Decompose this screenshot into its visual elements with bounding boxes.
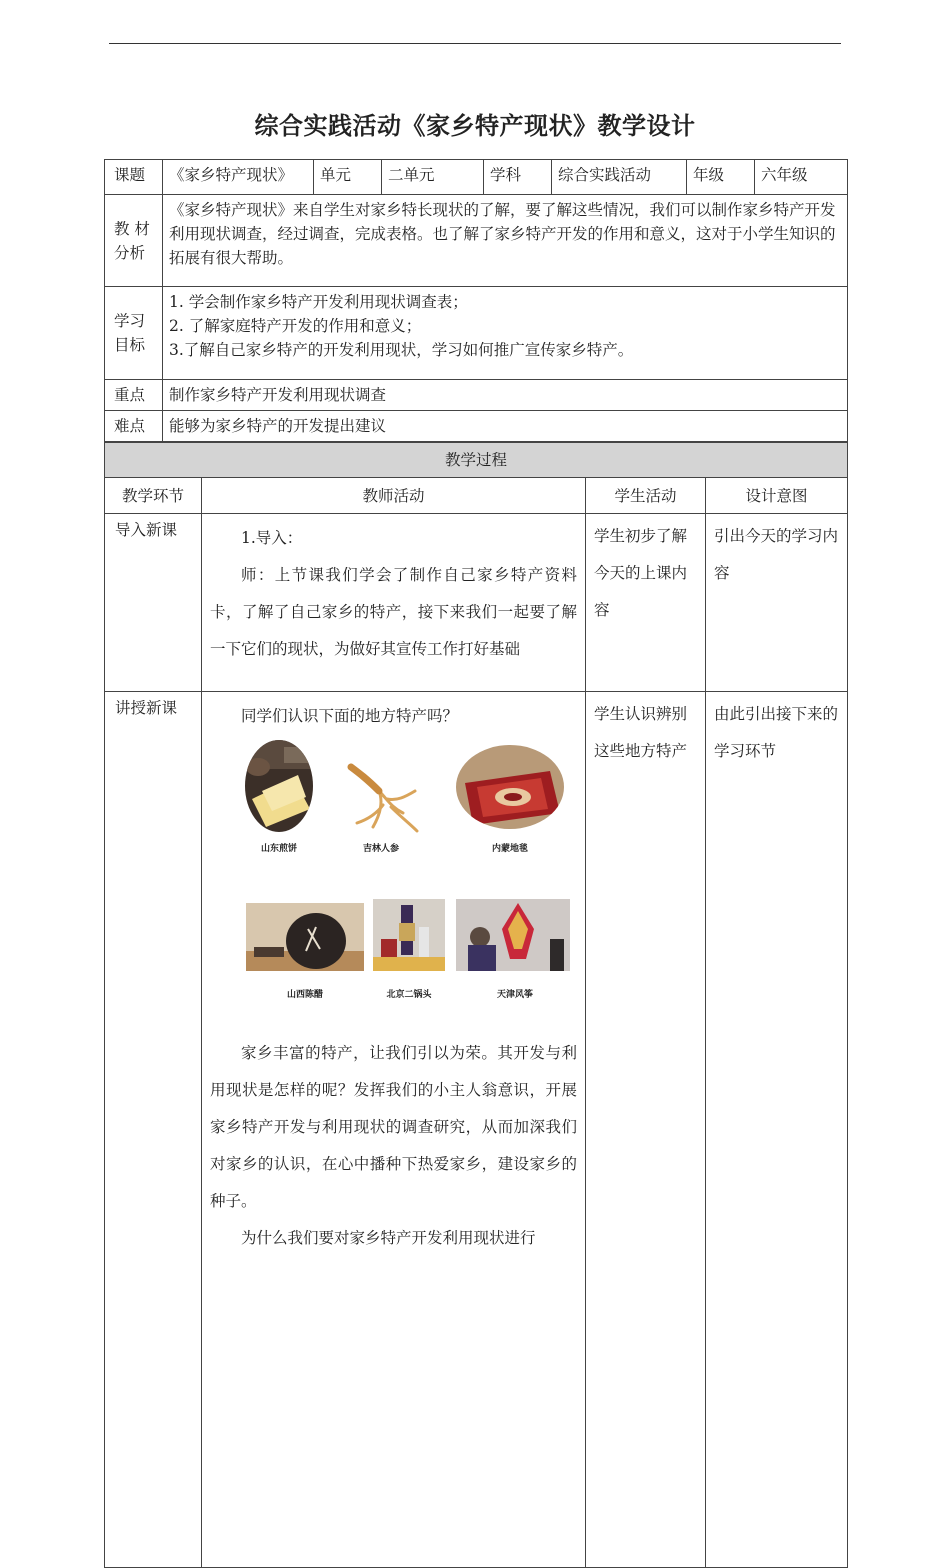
- objective-item: 3.了解自己家乡特产的开发利用现状，学习如何推广宣传家乡特产。: [169, 341, 634, 359]
- image-caption: 山东煎饼: [260, 844, 297, 854]
- image-caption: 吉林人参: [362, 844, 399, 854]
- stage-new-lesson: 讲授新课: [105, 692, 202, 1568]
- teacher-activity-new-lesson: [202, 692, 586, 1568]
- carpet-photo: [455, 743, 565, 831]
- topic-value: 《家乡特产现状》: [163, 160, 314, 195]
- subject-value: 综合实践活动: [552, 160, 687, 195]
- vinegar-photo: [246, 903, 364, 971]
- teacher-heading: 1.导入：: [241, 529, 303, 547]
- jianbing-photo: [244, 739, 314, 834]
- info-table: [104, 159, 848, 442]
- objectives-label: 学习 目标: [105, 287, 163, 380]
- column-header-intent: 设计意图: [706, 478, 848, 514]
- objective-item: 1. 学会制作家乡特产开发利用现状调查表；: [169, 293, 468, 311]
- design-intent-intro: 引出今天的学习内容: [706, 514, 848, 692]
- student-activity-intro: 学生初步了解今天的上课内容: [586, 514, 706, 692]
- image-caption: 山西陈醋: [286, 990, 323, 1000]
- difficulty-label: 难点: [105, 411, 163, 442]
- teacher-paragraph: 师：上节课我们学会了制作自己家乡特产资料卡，了解了自己家乡的特产，接下来我们一起要了解一下它们的现状，为做好其宣传工作打好基础: [210, 566, 577, 658]
- unit-value: 二单元: [382, 160, 484, 195]
- image-caption: 内蒙地毯: [491, 844, 528, 854]
- analysis-text: 《家乡特产现状》来自学生对家乡特长现状的了解，要了解这些情况，我们可以制作家乡特产开发利用现状调查，经过调查，完成表格。也了解了家乡特产开发的作用和意义，这对于小学生知识的拓展有很大帮助。: [163, 195, 848, 287]
- design-intent-new-lesson: 由此引出接下来的学习环节: [706, 692, 848, 1568]
- teacher-question: 同学们认识下面的地方特产吗？: [241, 707, 459, 725]
- erguotou-photo: [373, 899, 445, 971]
- topic-label: 课题: [105, 160, 163, 195]
- unit-label: 单元: [314, 160, 382, 195]
- column-header-student: 学生活动: [586, 478, 706, 514]
- analysis-label: 教 材 分析: [105, 195, 163, 287]
- teacher-paragraph: 家乡丰富的特产，让我们引以为荣。其开发与利用现状是怎样的呢？发挥我们的小主人翁意识，开展家乡特产开发与利用现状的调查研究，从而加深我们对家乡的认识，在心中播种下热爱家乡，建设家乡的种子。: [210, 1044, 577, 1210]
- grade-value: 六年级: [755, 160, 848, 195]
- subject-label: 学科: [484, 160, 552, 195]
- process-table: [104, 442, 848, 1568]
- student-activity-new-lesson: 学生认识辨别这些地方特产: [586, 692, 706, 1568]
- image-caption: 北京二锅头: [386, 990, 432, 1000]
- kite-photo: [456, 899, 570, 971]
- column-header-stage: 教学环节: [105, 478, 202, 514]
- header-rule: [109, 43, 841, 44]
- specialty-image-grid: [210, 739, 570, 1029]
- image-caption: 天津风筝: [496, 990, 533, 1000]
- key-point-label: 重点: [105, 380, 163, 411]
- section-header: 教学过程: [105, 443, 848, 478]
- grade-label: 年级: [687, 160, 755, 195]
- column-header-teacher: 教师活动: [202, 478, 586, 514]
- document-title: 综合实践活动《家乡特产现状》教学设计: [254, 111, 696, 140]
- ginseng-photo: [343, 761, 421, 837]
- teacher-activity-intro: [202, 514, 586, 692]
- objectives-cell: [163, 287, 848, 380]
- teacher-paragraph: 为什么我们要对家乡特产开发利用现状进行: [241, 1229, 536, 1247]
- stage-intro: 导入新课: [105, 514, 202, 692]
- key-point-text: 制作家乡特产开发利用现状调查: [163, 380, 848, 411]
- objective-item: 2. 了解家庭特产开发的作用和意义；: [169, 317, 422, 335]
- difficulty-text: 能够为家乡特产的开发提出建议: [163, 411, 848, 442]
